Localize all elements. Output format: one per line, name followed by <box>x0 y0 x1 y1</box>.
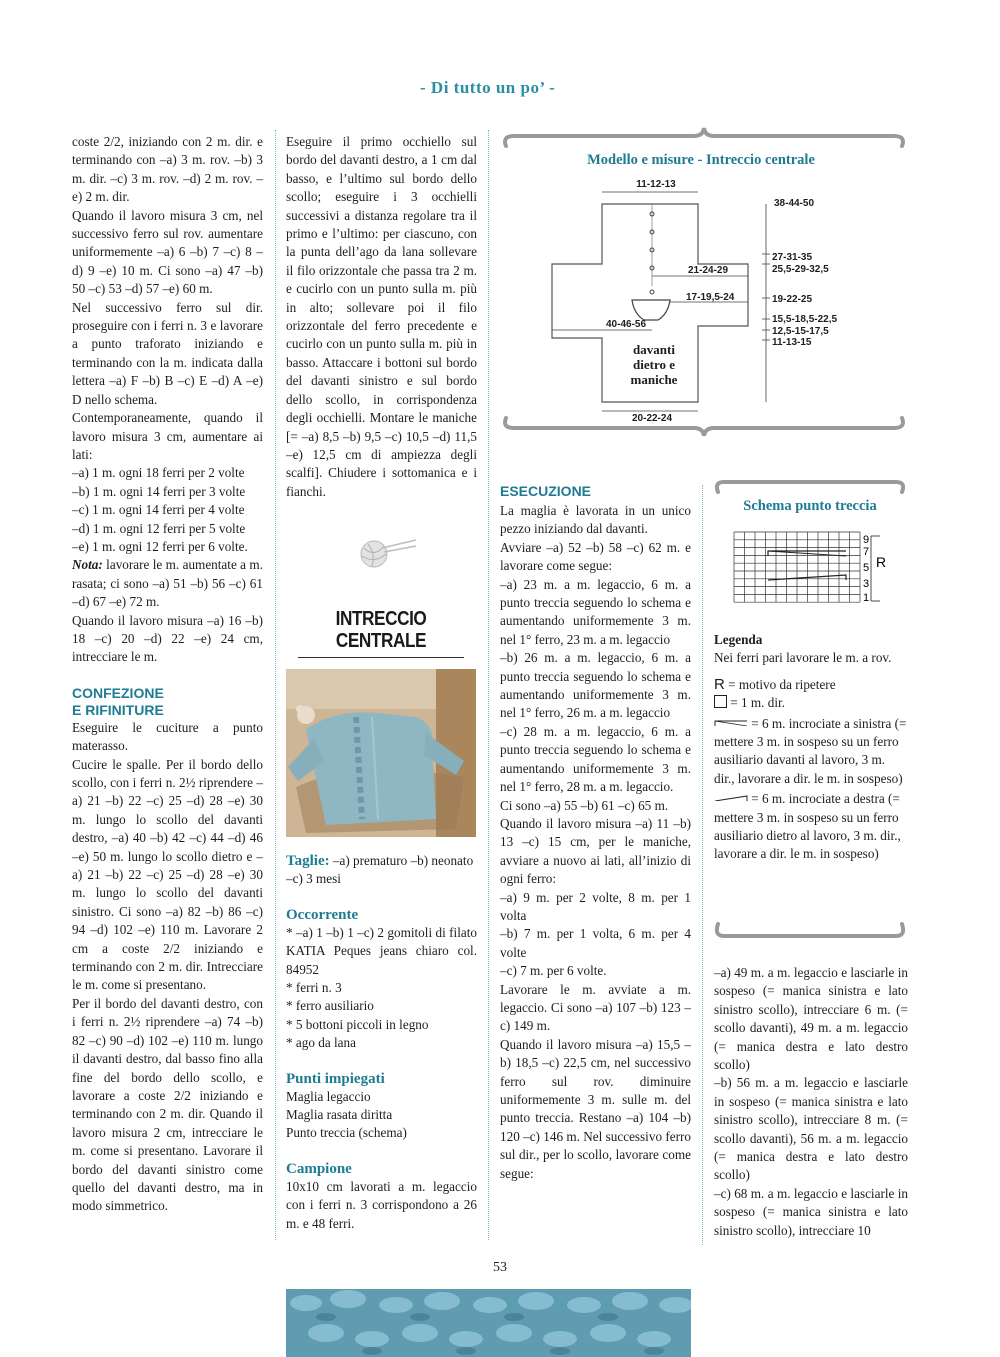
garment-label-2: dietro e <box>633 357 675 372</box>
punti-title: Punti impiegati <box>286 1070 385 1087</box>
title-line-2: CENTRALE <box>335 630 427 652</box>
repeat-symbol: R <box>714 675 725 693</box>
cross-left-icon <box>714 713 748 719</box>
measure-top: 11-12-13 <box>636 179 676 190</box>
measure-b: 25,5-29-32,5 <box>772 264 829 275</box>
measure-g: 12,5-15-17,5 <box>772 326 829 337</box>
punti-item: Punto treccia (schema) <box>286 1125 407 1141</box>
schema-top-brace <box>717 482 903 492</box>
occorrente-item: * ago da lana <box>286 1035 356 1051</box>
col4-p3: –c) 68 m. a m. legaccio e lasciarle in sospeso (= manica sinistra e lato sinistro scollo), intrecciare 10 <box>714 1185 908 1238</box>
legend <box>714 631 908 864</box>
campione-title: Campione <box>286 1160 352 1177</box>
col3-p7: –c) 7 m. per 6 volte. <box>500 963 607 979</box>
legend-cross-left <box>714 713 908 789</box>
occorrente-item: * 5 bottoni piccoli in legno <box>286 1016 429 1032</box>
occorrente-item: * –a) 1 –b) 1 –c) 2 gomitoli di filato KATIA Peques jeans chiaro col. 84952 <box>286 924 477 977</box>
col1-p1: coste 2/2, iniziando con 2 m. dir. e terminando con –a) 3 m. rov. –b) 3 m. dir. –c) 3 m. rov. –d) 2 m. rov. –e) 2 m. dir. <box>72 134 263 205</box>
col3-pb: –b) 26 m. a m. legaccio, 6 m. a punto treccia seguendo lo schema e aumentando uniformemente 3 m. nel 1° ferro, 26 m. a m. legaccio <box>500 650 691 721</box>
legend-cross-right-text: = 6 m. incrociate a destra (= mettere 3 m. in sospeso su un ferro ausiliario dietro al lavoro, 3 m. dir., lavorare a dir. le m. in sospeso) <box>714 791 901 862</box>
inc-d: –d) 1 m. ogni 12 ferri per 5 volte <box>72 520 246 536</box>
col1-p8: Per il bordo del davanti destro, con i ferri n. 2½ riprendere –a) 74 –b) 82 –c) 90 –d) 102 –e) 110 m. lungo il davanti destro, dal basso fino alla fine del bordo dello scollo, e lavorare a coste 2/2 iniziando e terminando con 2 m. dir. Quando il lavoro misura 2 cm, intrecciare le m. come si presentano. Lavorare il bordo del davanti sinistro come quello del davanti destro, ma in modo simmetrico. <box>72 995 263 1214</box>
legend-even-rows: Nei ferri pari lavorare le m. a rov. <box>714 650 892 666</box>
cross-right-icon <box>714 788 748 794</box>
row-number: 5 <box>863 562 870 574</box>
measure-d: 19-22-25 <box>772 294 813 305</box>
punti-item: Maglia rasata diritta <box>286 1107 393 1123</box>
column-3 <box>500 483 691 1183</box>
row-number: 9 <box>863 534 870 546</box>
column-divider <box>275 130 276 1240</box>
measure-bottom: 20-22-24 <box>631 413 673 424</box>
nota-label: Nota: <box>72 557 103 573</box>
col1-p6: Eseguire le cuciture a punto materasso. <box>72 719 263 754</box>
inc-b: –b) 1 m. ogni 14 ferri per 3 volte <box>72 483 246 499</box>
schema-bottom-brace <box>717 924 903 936</box>
column-2 <box>286 133 477 501</box>
col4-p2: –b) 56 m. a m. legaccio e lasciarle in sospeso (= manica sinistra e lato sinistro scollo), intrecciare 8 m. (= scollo davanti), 56 m. a m. legaccio (= manica destra e lato destro scollo) <box>714 1075 908 1183</box>
column-divider <box>702 485 703 1245</box>
occorrente-title: Occorrente <box>286 906 359 923</box>
inc-a: –a) 1 m. ogni 18 ferri per 2 volte <box>72 465 245 481</box>
row-number: 3 <box>863 578 870 590</box>
garment-diagram <box>498 126 910 436</box>
title-underline <box>298 657 464 658</box>
legend-box <box>714 694 908 712</box>
measure-wide: 40-46-56 <box>606 319 647 330</box>
measure-e: 17-19,5-24 <box>686 292 735 303</box>
col1-p2: Quando il lavoro misura 3 cm, nel successivo ferro sul rov. aumentare uniformemente –a) 6 –b) 7 –c) 8 –d) 9 –e) 10 m. Ci sono –a) 47 –b) 50 –c) 53 –d) 57 –e) 60 m. <box>72 207 263 297</box>
col3-p6: –b) 7 m. per 1 volta, 6 m. per 4 volte <box>500 926 691 960</box>
section-confezione: CONFEZIONE <box>72 684 164 701</box>
measure-total: 38-44-50 <box>774 198 815 209</box>
column-4-text <box>714 964 908 1240</box>
page-number: 53 <box>493 1260 507 1275</box>
measure-f: 15,5-18,5-22,5 <box>772 314 838 325</box>
garment-label-1: davanti <box>633 342 675 357</box>
inc-c: –c) 1 m. ogni 14 ferri per 4 volte <box>72 502 245 518</box>
schema-grid <box>734 532 860 602</box>
col1-p3: Nel successivo ferro sul dir. proseguire con i ferri n. 3 e lavorare a punto traforato iniziando e terminando con la m. indicata dalla lettera –a) F –b) B –c) E –d) A –e) D nello schema. <box>72 299 263 407</box>
page-header: - Di tutto un po’ - <box>420 78 556 97</box>
punti-item: Maglia legaccio <box>286 1088 371 1104</box>
row-number: 7 <box>863 546 870 558</box>
nota-paragraph <box>72 556 263 611</box>
measure-a: 27-31-35 <box>772 252 813 263</box>
legend-title: Legenda <box>714 632 763 647</box>
legend-repeat-text: = motivo da ripetere <box>724 676 836 692</box>
measure-h: 11-13-15 <box>772 337 812 348</box>
product-photo <box>286 669 476 837</box>
col4-p1: –a) 49 m. a m. legaccio e lasciarle in sospeso (= manica sinistra e lato sinistro scollo), intrecciare 6 m. (= scollo davanti), 49 m. a m. legaccio (= manica destra e lato destro scollo) <box>714 965 908 1073</box>
legend-cross-right <box>714 788 908 864</box>
section-esecuzione: ESECUZIONE <box>500 483 592 499</box>
nota-text: lavorare le m. aumentate a m. rasata; ci sono –a) 51 –b) 56 –c) 61 –d) 67 –e) 72 m. <box>72 557 263 610</box>
col1-p7: Cucire le spalle. Per il bordo dello scollo, con i ferri n. 2½ riprendere –a) 21 –b) 22 –c) 25 –d) 28 –e) 30 m. lungo lo scollo del davanti destro, –a) 40 –b) 42 –c) 44 –d) 46 –e) 50 m. lungo lo scollo dietro e –a) 21 –b) 22 –c) 25 –d) 28 –e) 30 m. lungo lo scollo del davanti sinistro. Ci sono –a) 82 –b) 86 –c) 94 –d) 102 –e) 110 m. Lavorare 2 cm a coste 2/2 iniziando e terminando con 2 m. dir. Intrecciare le m. come si presentano. <box>72 756 263 993</box>
taglie-paragraph <box>286 852 477 889</box>
col3-p2: Avviare –a) 52 –b) 58 –c) 62 m. e lavorare come segue: <box>500 539 691 574</box>
col3-pc: –c) 28 m. a m. legaccio, 6 m. a punto treccia seguendo lo schema e aumentando uniformemente 3 m. nel 1° ferro, 28 m. a m. legaccio. <box>500 723 691 795</box>
col3-p9: Quando il lavoro misura –a) 15,5 –b) 18,5 –c) 22,5 cm, nel successivo ferro sul rov. diminuire uniformemente 3 m. sulle m. del punto treccia. Restano –a) 104 –b) 120 –c) 146 m. Nel successivo ferro sul dir., per lo scollo, lavorare come segue: <box>500 1036 691 1181</box>
schema-title: Schema punto treccia <box>743 498 877 514</box>
legend-box-text: = 1 m. dir. <box>727 695 785 711</box>
col3-pa: –a) 23 m. a m. legaccio, 6 m. a punto treccia seguendo lo schema e aumentando uniformemente 3 m. nel 1° ferro, 23 m. a m. legaccio <box>500 576 691 647</box>
column-divider <box>488 130 489 1240</box>
top-brace <box>505 128 903 146</box>
measure-c: 21-24-29 <box>688 265 729 276</box>
occorrente-item: * ferro ausiliario <box>286 998 374 1014</box>
occorrente-item: * ferri n. 3 <box>286 980 342 996</box>
col3-p4: Quando il lavoro misura –a) 11 –b) 13 –c) 15 cm, per le maniche, avviare a nuovo ai lati, all’inizio di ogni ferro: <box>500 815 691 887</box>
title-line-1: INTRECCIO <box>335 608 427 630</box>
col3-p1: La maglia è lavorata in un unico pezzo iniziando dal davanti. <box>500 503 691 537</box>
yarn-ball-icon <box>352 532 418 572</box>
taglie-text: –a) prematuro –b) neonato –c) 3 mesi <box>286 853 474 887</box>
col1-p4: Contemporaneamente, quando il lavoro misura 3 cm, aumentare ai lati: <box>72 410 263 462</box>
column-1 <box>72 133 263 1216</box>
knit-texture-strip <box>286 1289 691 1357</box>
row-number: 1 <box>863 592 870 604</box>
col2-p1: Eseguire il primo occhiello sul bordo del davanti destro, a 1 cm dal basso, e l’ultimo sul bordo dello scollo; eseguire i 3 occhielli successivi a distanza regolare tra il primo e l’ultimo: per ciascuno, con la punta dell’ago da lana sollevare il filo orizzontale che passa tra 2 m. e cucirlo con un punto sulla m. più in alto; sollevare poi il filo orizzontale del ferro precedente e cucirlo con un punto sulla m. più in basso. Attaccare i bottoni sul bordo del davanti sinistro e sul bordo dello scollo, in corrispondenza degli occhielli. Montare le maniche [= –a) 8,5 –b) 9,5 –c) 10,5 –d) 11,5 –e) 12,5 cm di ampiezza degli scalfi]. Chiudere i sottomanica e i fianchi. <box>286 134 477 499</box>
garment-label-3: maniche <box>630 372 678 387</box>
bottom-brace <box>505 418 903 436</box>
repeat-mark: R <box>876 554 887 570</box>
col3-p3: Ci sono –a) 55 –b) 61 –c) 65 m. <box>500 797 669 813</box>
legend-repeat <box>714 676 908 694</box>
column-2-details <box>286 852 477 1233</box>
section-title-box <box>286 608 476 658</box>
cable-cross-right <box>768 575 846 580</box>
col3-p5: –a) 9 m. per 2 volte, 8 m. per 1 volta <box>500 889 691 923</box>
col1-p5: Quando il lavoro misura –a) 16 –b) 18 –c) 20 –d) 22 –e) 24 cm, intrecciare le m. <box>72 612 263 665</box>
campione-text: 10x10 cm lavorati a m. legaccio con i ferri n. 3 corrispondono a 26 m. e 48 ferri. <box>286 1178 477 1231</box>
col3-p8: Lavorare le m. avviate a m. legaccio. Ci sono –a) 107 –b) 123 –c) 149 m. <box>500 981 691 1034</box>
section-rifiniture: E RIFINITURE <box>72 701 164 718</box>
inc-e: –e) 1 m. ogni 12 ferri per 6 volte. <box>72 538 248 554</box>
taglie-label: Taglie: <box>286 853 330 869</box>
legend-cross-left-text: = 6 m. incrociate a sinistra (= mettere 3 m. in sospeso su un ferro ausiliario davanti al lavoro, 3 m. dir., lavorare a dir. le m. in sospeso) <box>714 715 907 786</box>
diagram-title: Modello e misure - Intreccio centrale <box>587 152 815 168</box>
knit-square-icon <box>714 695 727 708</box>
